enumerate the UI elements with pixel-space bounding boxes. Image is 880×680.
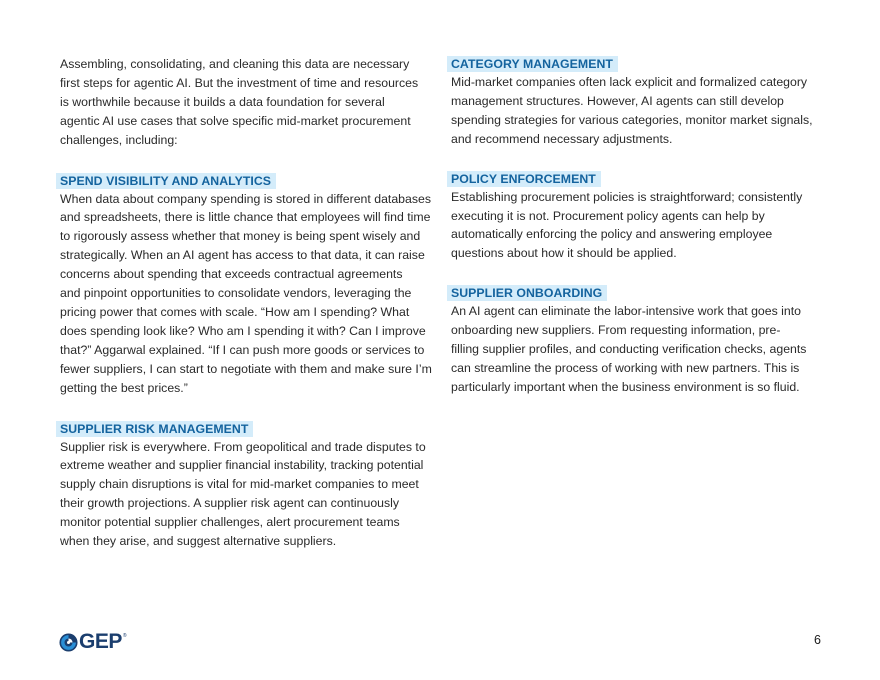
right-column <box>451 55 821 397</box>
section-heading-supplier-onboarding <box>451 284 821 302</box>
gep-swirl-icon <box>59 633 78 652</box>
heading-label: SUPPLIER ONBOARDING <box>447 285 607 301</box>
intro-paragraph: Assembling, consolidating, and cleaning this data are necessary first steps for agentic AI. But the investment of time and resources is worthwhile because it builds a data foundation for several agentic AI use cases that solve specific mid-market procurement challenges, including: <box>60 57 419 147</box>
heading-label: CATEGORY MANAGEMENT <box>447 56 618 72</box>
heading-label: SPEND VISIBILITY AND ANALYTICS <box>56 173 276 189</box>
logo-wordmark: GEP <box>79 630 122 653</box>
supplier-risk-paragraph: Supplier risk is everywhere. From geopolitical and trade disputes to extreme weather and supplier financial instability, tracking potential supply chain disruptions is vital for mid-market companies to meet their growth projections. A supplier risk agent can continuously monitor potential supplier challenges, alert procurement teams when they arise, and suggest alternative suppliers. <box>60 439 426 549</box>
section-heading-policy-enforcement <box>451 170 821 188</box>
policy-enforcement-paragraph: Establishing procurement policies is straightforward; consistently executing it is not. Procurement policy agents can help by automatically enforcing the policy and answering employee questions about how it should be applied. <box>451 189 803 261</box>
supplier-onboarding-paragraph: An AI agent can eliminate the labor-intensive work that goes into onboarding new suppliers. From requesting information, pre- filling supplier profiles, and conducting verification checks, agents can streamline the process of working with new partners. This is particularly important when the business environment is so fluid. <box>451 304 807 394</box>
heading-label: POLICY ENFORCEMENT <box>447 171 601 187</box>
left-column <box>60 55 435 551</box>
gep-logo <box>59 631 127 653</box>
section-heading-category-management <box>451 55 821 73</box>
heading-label: SUPPLIER RISK MANAGEMENT <box>56 421 253 437</box>
page-number: 6 <box>814 633 821 647</box>
section-heading-supplier-risk <box>60 420 435 438</box>
spend-visibility-paragraph: When data about company spending is stored in different databases and spreadsheets, there is little chance that employees will find time to rigorously assess whether that money is being spent wisely and strategically. When an AI agent has access to that data, it can raise concerns about spending that exceeds contractual agreements and pinpoint opportunities to consolidate vendors, leveraging the pricing power that comes with scale. “How am I spending? What does spending look like? Who am I spending it with? Can I improve that?” Aggarwal explained. “If I can push more goods or services to fewer suppliers, I can start to negotiate with them and make sure I’m getting the best prices.” <box>60 191 432 395</box>
section-heading-spend-visibility <box>60 172 435 190</box>
logo-trademark: ® <box>122 633 127 639</box>
category-management-paragraph: Mid-market companies often lack explicit and formalized category management structures. However, AI agents can still develop spending strategies for various categories, monitor market signals, and recommend necessary adjustments. <box>451 75 813 146</box>
